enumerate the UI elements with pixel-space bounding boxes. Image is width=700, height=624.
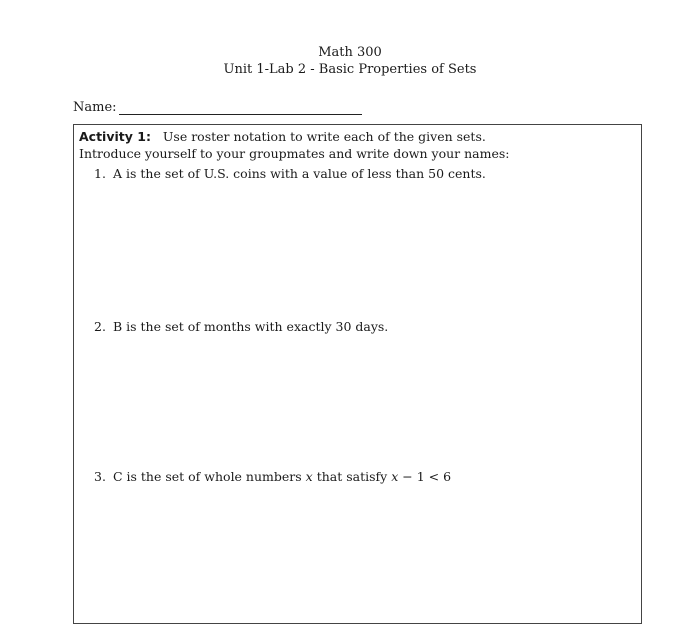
name-label: Name: bbox=[73, 100, 117, 115]
document-header bbox=[0, 44, 700, 78]
list-item bbox=[94, 166, 486, 181]
inequality-variable: x bbox=[391, 469, 399, 484]
item-number: 1. bbox=[94, 166, 106, 181]
name-blank-line[interactable] bbox=[119, 100, 362, 115]
item-number: 3. bbox=[94, 469, 106, 484]
activity-instruction: Use roster notation to write each of the given sets. bbox=[162, 129, 486, 144]
math-variable: x bbox=[305, 469, 313, 484]
item-text-middle: that satisfy bbox=[316, 469, 388, 484]
item-text: A is the set of U.S. coins with a value of less than 50 cents. bbox=[112, 166, 486, 181]
item-text-prefix: C is the set of whole numbers bbox=[112, 469, 302, 484]
item-text: B is the set of months with exactly 30 days. bbox=[112, 319, 389, 334]
course-title: Math 300 bbox=[318, 45, 382, 60]
activity-intro: Introduce yourself to your groupmates and write down your names: bbox=[79, 146, 510, 161]
inequality-rest: − 1 < 6 bbox=[402, 469, 452, 484]
lab-title: Unit 1-Lab 2 - Basic Properties of Sets bbox=[223, 62, 477, 77]
list-item bbox=[94, 319, 388, 334]
activity-label: Activity 1: bbox=[79, 129, 151, 144]
list-item bbox=[94, 469, 451, 484]
name-field bbox=[73, 100, 362, 115]
item-number: 2. bbox=[94, 319, 106, 334]
activity-heading bbox=[79, 128, 510, 162]
activity-box bbox=[73, 124, 642, 624]
